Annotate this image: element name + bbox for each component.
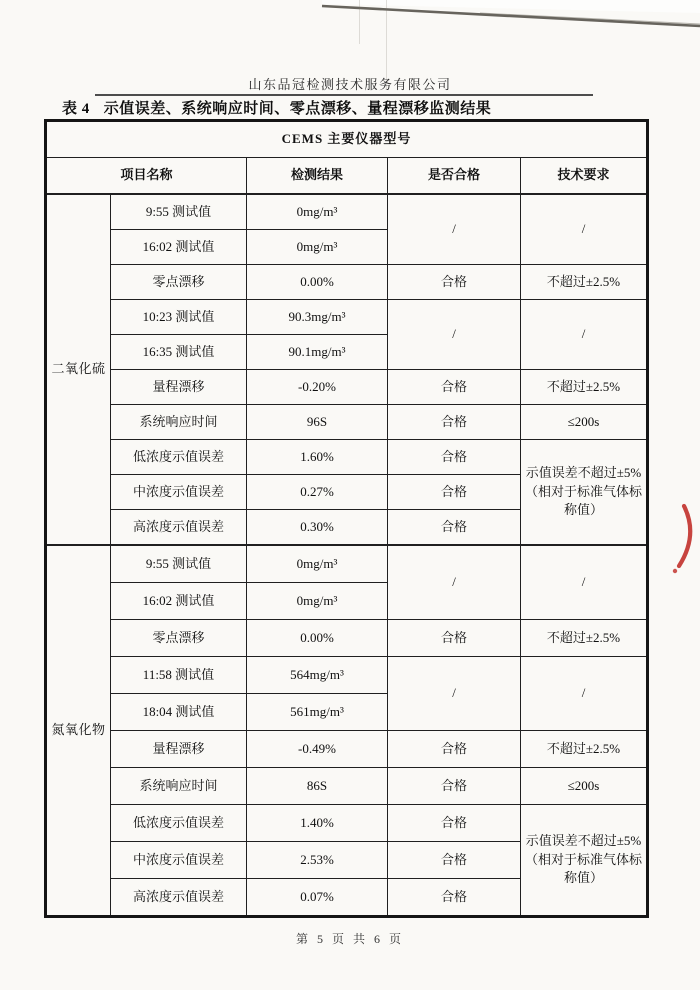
- row-requirement: /: [521, 545, 648, 620]
- row-result-value: -0.20%: [247, 370, 388, 405]
- row-requirement: 不超过±2.5%: [521, 620, 648, 657]
- table-label: 表 4: [62, 101, 90, 117]
- row-result-value: 90.1mg/m³: [247, 335, 388, 370]
- table-title-text: 示值误差、系统响应时间、零点漂移、量程漂移监测结果: [103, 101, 492, 117]
- row-result-value: 90.3mg/m³: [247, 300, 388, 335]
- row-item-label: 零点漂移: [111, 265, 247, 300]
- row-result-value: 86S: [247, 768, 388, 805]
- row-result-value: 0mg/m³: [247, 230, 388, 265]
- row-pass-status: 合格: [388, 768, 521, 805]
- paper-edge-line: [359, 0, 360, 44]
- column-header-requirement: 技术要求: [521, 158, 648, 195]
- row-item-label: 9:55 测试值: [111, 545, 247, 583]
- column-header-item: 项目名称: [46, 158, 247, 195]
- row-requirement: /: [521, 657, 648, 731]
- row-result-value: 0mg/m³: [247, 545, 388, 583]
- row-requirement: 示值误差不超过±5%（相对于标准气体标称值）: [521, 805, 648, 917]
- row-item-label: 高浓度示值误差: [111, 879, 247, 917]
- row-pass-status: 合格: [388, 475, 521, 510]
- monitoring-results-table: [44, 119, 649, 918]
- row-result-value: 0.07%: [247, 879, 388, 917]
- row-requirement: ≤200s: [521, 405, 648, 440]
- page-footer: 第 5 页 共 6 页: [295, 932, 404, 946]
- row-pass-status: 合格: [388, 879, 521, 917]
- row-requirement: /: [521, 194, 648, 265]
- row-item-label: 16:02 测试值: [111, 230, 247, 265]
- row-result-value: 1.60%: [247, 440, 388, 475]
- row-item-label: 零点漂移: [111, 620, 247, 657]
- row-pass-status: 合格: [388, 510, 521, 546]
- row-result-value: 0mg/m³: [247, 194, 388, 230]
- row-result-value: 0.27%: [247, 475, 388, 510]
- row-result-value: 96S: [247, 405, 388, 440]
- row-item-label: 中浓度示值误差: [111, 475, 247, 510]
- row-item-label: 量程漂移: [111, 731, 247, 768]
- group-label-nox: 氮氧化物: [46, 545, 111, 917]
- row-item-label: 低浓度示值误差: [111, 440, 247, 475]
- row-result-value: 0mg/m³: [247, 583, 388, 620]
- row-item-label: 量程漂移: [111, 370, 247, 405]
- row-item-label: 18:04 测试值: [111, 694, 247, 731]
- column-header-result: 检测结果: [247, 158, 388, 195]
- row-pass-status: 合格: [388, 405, 521, 440]
- row-requirement: 不超过±2.5%: [521, 731, 648, 768]
- row-requirement: 不超过±2.5%: [521, 370, 648, 405]
- column-header-pass: 是否合格: [388, 158, 521, 195]
- row-pass-status: /: [388, 545, 521, 620]
- row-requirement: ≤200s: [521, 768, 648, 805]
- row-result-value: 0.30%: [247, 510, 388, 546]
- row-item-label: 10:23 测试值: [111, 300, 247, 335]
- row-item-label: 16:02 测试值: [111, 583, 247, 620]
- scan-page-edge: [0, 0, 700, 42]
- row-result-value: 561mg/m³: [247, 694, 388, 731]
- row-result-value: 2.53%: [247, 842, 388, 879]
- row-item-label: 9:55 测试值: [111, 194, 247, 230]
- row-item-label: 系统响应时间: [111, 768, 247, 805]
- row-result-value: 1.40%: [247, 805, 388, 842]
- red-stamp-mark: [666, 500, 700, 580]
- row-pass-status: 合格: [388, 370, 521, 405]
- header-rule: [95, 94, 593, 96]
- row-result-value: 0.00%: [247, 265, 388, 300]
- row-pass-status: 合格: [388, 842, 521, 879]
- instrument-model-header: CEMS 主要仪器型号: [46, 121, 648, 158]
- row-item-label: 高浓度示值误差: [111, 510, 247, 546]
- row-requirement: 示值误差不超过±5%（相对于标准气体标称值）: [521, 440, 648, 546]
- row-item-label: 低浓度示值误差: [111, 805, 247, 842]
- row-pass-status: 合格: [388, 805, 521, 842]
- row-requirement: /: [521, 300, 648, 370]
- row-pass-status: /: [388, 657, 521, 731]
- table-title: [62, 97, 642, 118]
- row-result-value: 564mg/m³: [247, 657, 388, 694]
- row-result-value: -0.49%: [247, 731, 388, 768]
- row-pass-status: /: [388, 194, 521, 265]
- row-pass-status: 合格: [388, 731, 521, 768]
- company-header: 山东品冠检测技术服务有限公司: [248, 77, 452, 92]
- row-pass-status: /: [388, 300, 521, 370]
- row-item-label: 系统响应时间: [111, 405, 247, 440]
- row-result-value: 0.00%: [247, 620, 388, 657]
- row-pass-status: 合格: [388, 620, 521, 657]
- row-requirement: 不超过±2.5%: [521, 265, 648, 300]
- row-pass-status: 合格: [388, 265, 521, 300]
- row-item-label: 中浓度示值误差: [111, 842, 247, 879]
- row-item-label: 11:58 测试值: [111, 657, 247, 694]
- group-label-so2: 二氧化硫: [46, 194, 111, 545]
- row-item-label: 16:35 测试值: [111, 335, 247, 370]
- row-pass-status: 合格: [388, 440, 521, 475]
